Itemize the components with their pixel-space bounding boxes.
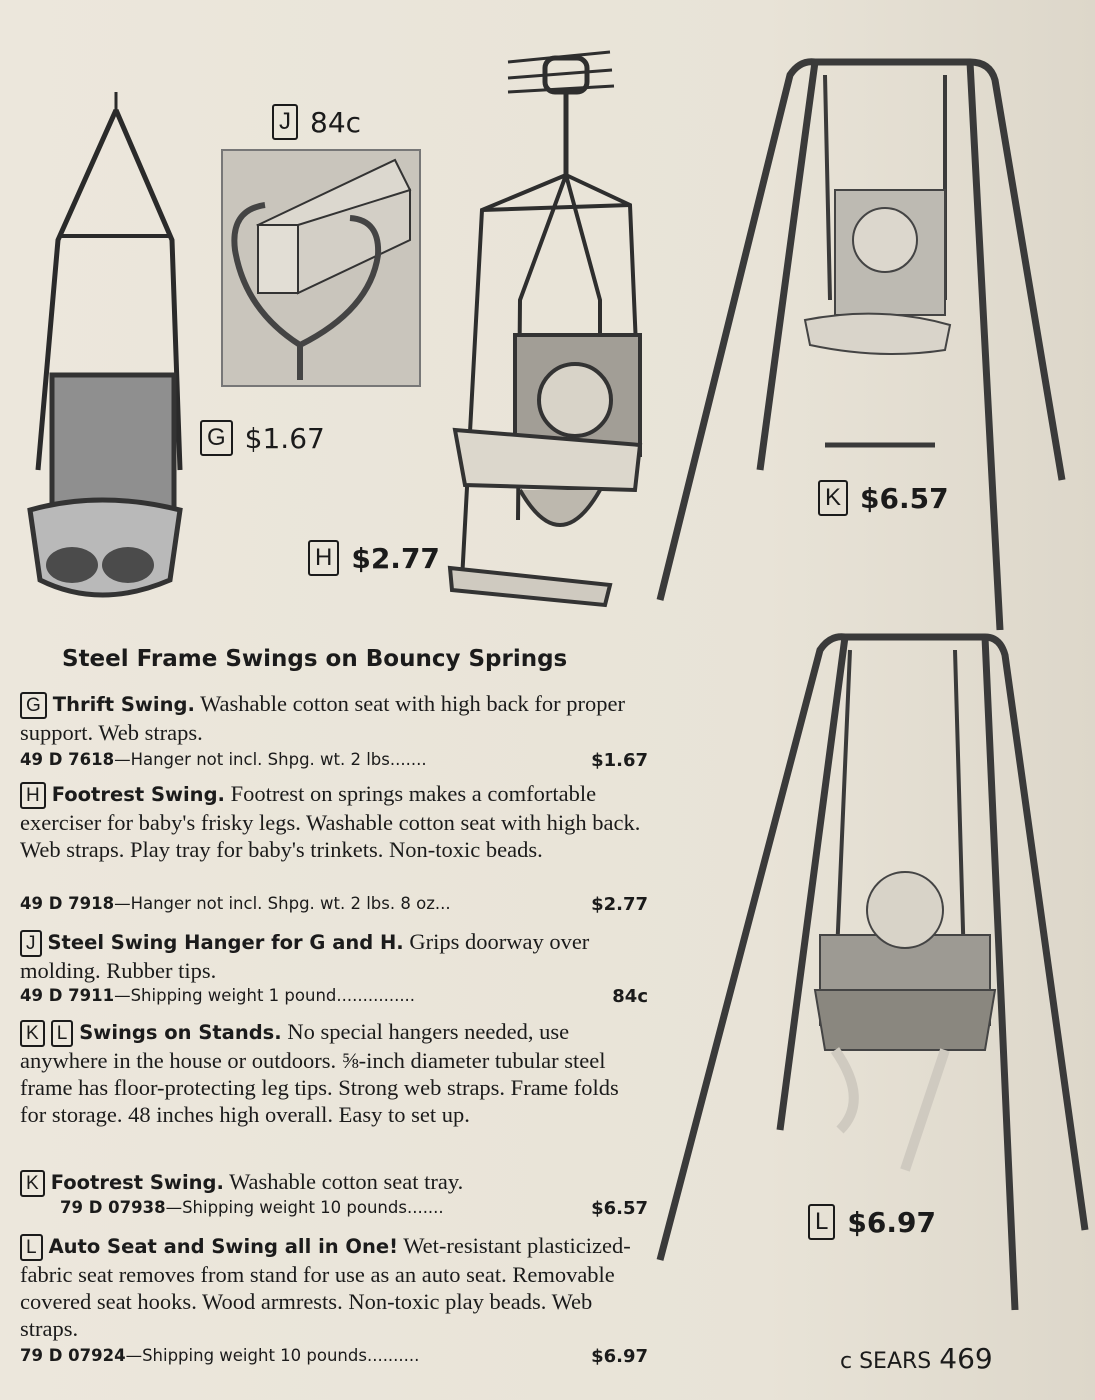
- label-h: [308, 540, 440, 576]
- item-h-name: Footrest Swing.: [51, 783, 225, 806]
- item-j-letter: J: [20, 930, 42, 957]
- item-k: [20, 1168, 648, 1197]
- item-h-catalog: 49 D 7918: [20, 894, 115, 913]
- label-k-letter: K: [818, 480, 848, 516]
- item-h-detail: —Hanger not incl. Shpg. wt. 2 lbs. 8 oz...: [114, 894, 451, 913]
- item-l-price: $6.97: [591, 1346, 648, 1367]
- item-j-price: 84c: [612, 986, 648, 1007]
- page-number: 469: [939, 1342, 993, 1375]
- item-g-text: Washable cotton seat with high back for proper support. Web straps.: [20, 691, 626, 746]
- item-g-name: Thrift Swing.: [52, 693, 195, 716]
- item-h-letter: H: [20, 782, 46, 809]
- label-j-price: 84c: [310, 105, 362, 139]
- label-l-price: $6.97: [847, 1205, 936, 1239]
- footrest-swing-stand-illustration: [660, 62, 1062, 630]
- item-l-name: Auto Seat and Swing all in One!: [48, 1235, 399, 1258]
- item-j-detail: —Shipping weight 1 pound...............: [114, 986, 416, 1005]
- item-k-name: Footrest Swing.: [50, 1171, 224, 1194]
- label-l-letter: L: [808, 1204, 835, 1240]
- item-l-text: Wet-resistant plasticized-fabric seat removes from stand for use as an auto seat. Removable covered seat hooks. Wood armrests. Non-toxic play beads. Web straps.: [20, 1233, 631, 1342]
- item-h-price: $2.77: [591, 894, 648, 915]
- section-heading: Steel Frame Swings on Bouncy Springs: [62, 646, 568, 672]
- item-g-catalog-line: [20, 750, 648, 771]
- item-l-detail: —Shipping weight 10 pounds..........: [125, 1346, 420, 1365]
- item-kl: [20, 1018, 648, 1128]
- item-k-price: $6.57: [591, 1198, 648, 1219]
- item-kl-name: Swings on Stands.: [79, 1021, 282, 1044]
- item-j-catalog-line: [20, 986, 648, 1007]
- item-l-letter: L: [20, 1234, 43, 1261]
- label-j: [272, 104, 361, 140]
- item-k-detail: —Shipping weight 10 pounds.......: [165, 1198, 444, 1217]
- item-j-name: Steel Swing Hanger for G and H.: [47, 931, 404, 954]
- item-h: [20, 780, 648, 863]
- item-l: [20, 1232, 648, 1342]
- label-j-letter: J: [272, 104, 298, 140]
- item-h-text: Footrest on springs makes a comfortable exerciser for baby's frisky legs. Washable cotton seat with high back. Web straps. Play tray for baby's trinkets. Non-toxic beads.: [20, 781, 641, 863]
- footrest-swing-illustration: [450, 52, 640, 605]
- label-l: [808, 1204, 936, 1240]
- item-g-detail: —Hanger not incl. Shpg. wt. 2 lbs.......: [114, 750, 427, 769]
- item-l-catalog: 79 D 07924: [20, 1346, 126, 1365]
- item-l-catalog-line: [20, 1346, 648, 1367]
- item-j: [20, 928, 648, 984]
- item-h-catalog-line: [20, 894, 648, 915]
- label-k-price: $6.57: [860, 481, 949, 515]
- item-kl-text: No special hangers needed, use anywhere in the house or outdoors. ⅝-inch diameter tubular steel frame has floor-protecting leg tips. Strong web straps. Frame folds for storage. 48 inches high overall. Easy to set up.: [20, 1019, 619, 1128]
- swing-hanger-illustration: [222, 150, 420, 386]
- label-h-letter: H: [308, 540, 339, 576]
- page-footer: [840, 1342, 993, 1375]
- label-g-price: $1.67: [244, 421, 325, 455]
- footer-brand: c SEARS: [840, 1349, 932, 1374]
- item-g-letter: G: [20, 692, 47, 719]
- item-k-catalog-line: [60, 1198, 648, 1219]
- item-k-letter: K: [20, 1170, 45, 1197]
- item-k-catalog: 79 D 07938: [60, 1198, 166, 1217]
- thrift-swing-illustration: [30, 92, 180, 595]
- label-g: [200, 420, 325, 456]
- label-h-price: $2.77: [351, 541, 440, 575]
- item-g-price: $1.67: [591, 750, 648, 771]
- item-kl-letter-k: K: [20, 1020, 45, 1047]
- item-g: [20, 690, 648, 746]
- label-g-letter: G: [200, 420, 233, 456]
- item-j-text: Grips doorway over molding. Rubber tips.: [20, 929, 590, 984]
- item-j-catalog: 49 D 7911: [20, 986, 115, 1005]
- item-g-catalog: 49 D 7618: [20, 750, 115, 769]
- item-kl-letter-l: L: [51, 1020, 74, 1047]
- item-k-text: Washable cotton seat tray.: [229, 1169, 464, 1194]
- label-k: [818, 480, 949, 516]
